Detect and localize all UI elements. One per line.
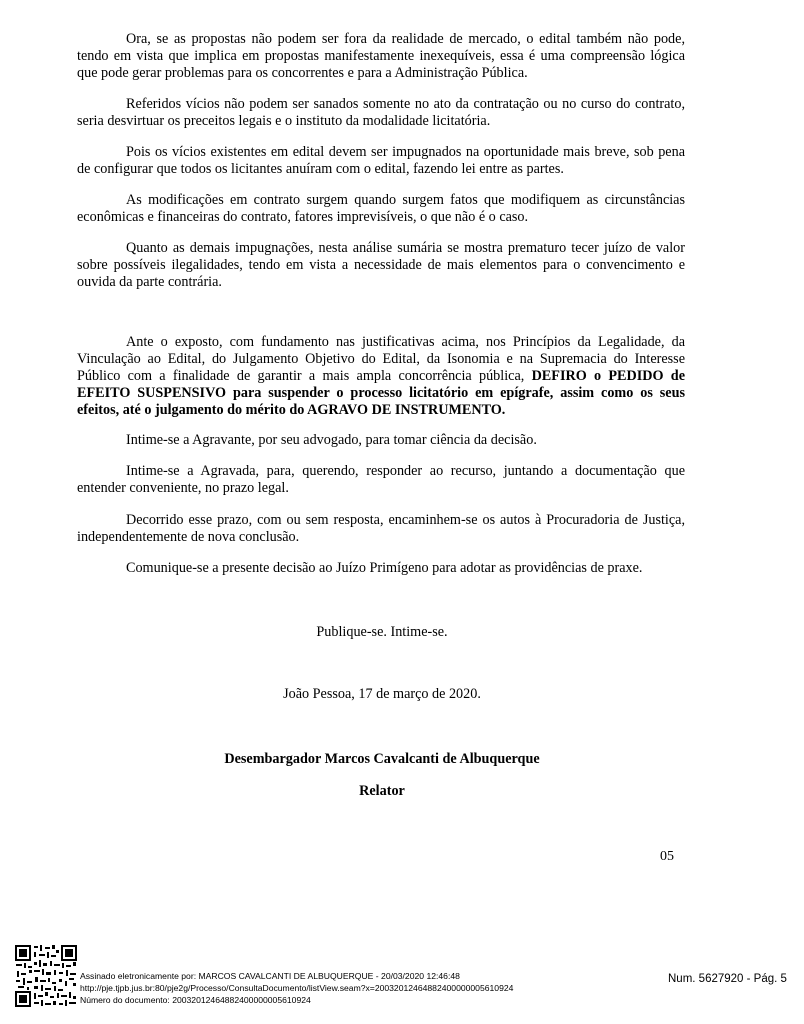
decision-intro: Ante o exposto, com fundamento nas justificativas acima, nos Princípios da Legalidade, da Vinculação ao Edital, do Julgamento Objetivo do Edital, da Isonomia e na Supremacia do Interesse Público com a finalidade de garantir a mais ampla concorrência pública, [77, 334, 685, 384]
document-url-line[interactable]: http://pje.tjpb.jus.br:80/pje2g/Processo/ConsultaDocumento/listView.seam?x=20032012464882400000005610924 [80, 983, 514, 993]
place-date: João Pessoa, 17 de março de 2020. [283, 686, 481, 702]
paragraph-3: Pois os vícios existentes em edital devem ser impugnados na oportunidade mais breve, sob pena de configurar que todos os licitantes anuíram com o edital, fazendo lei entre as partes. [77, 144, 685, 177]
order-4: Comunique-se a presente decisão ao Juízo Primígeno para adotar as providências de praxe. [126, 560, 643, 576]
paragraph-1: Ora, se as propostas não podem ser fora da realidade de mercado, o edital também não pode, tendo em vista que implica em propostas manifestamente inexequíveis, essa é uma compreensão lógica que pode gerar problemas para os concorrentes e para a Administração Pública. [77, 31, 685, 81]
paragraph-5: Quanto as demais impugnações, nesta análise sumária se mostra prematuro tecer juízo de valor sobre possíveis ilegalidades, tendo em vista a necessidade de mais elementos para o convencimento e ouvida da parte contrária. [77, 240, 685, 290]
num-page-label: Num. 5627920 - Pág. 5 [668, 973, 787, 985]
order-1: Intime-se a Agravante, por seu advogado, para tomar ciência da decisão. [126, 432, 537, 448]
signed-by-line: Assinado eletronicamente por: MARCOS CAVALCANTI DE ALBUQUERQUE - 20/03/2020 12:46:48 [80, 971, 460, 981]
signer-role: Relator [359, 783, 405, 799]
decision-ruling: DEFIRO o PEDIDO de EFEITO SUSPENSIVO para suspender o processo licitatório em epígrafe, assim como os seus efeitos, até o julgamento do mérito do AGRAVO DE INSTRUMENTO. [77, 368, 685, 418]
signer-name: Desembargador Marcos Cavalcanti de Albuquerque [224, 751, 540, 767]
page-number: 05 [660, 849, 674, 864]
signature-footer [80, 970, 513, 1006]
document-number-line: Número do documento: 20032012464882400000005610924 [80, 995, 311, 1005]
paragraph-4: As modificações em contrato surgem quando surgem fatos que modifiquem as circunstâncias econômicas e financeiras do contrato, fatores imprevisíveis, o que não é o caso. [77, 192, 685, 225]
publique-line: Publique-se. Intime-se. [316, 624, 448, 640]
qr-code-icon [14, 944, 78, 1008]
order-2: Intime-se a Agravada, para, querendo, responder ao recurso, juntando a documentação que entender conveniente, no prazo legal. [77, 463, 685, 496]
decision-paragraph [77, 334, 685, 419]
paragraph-2: Referidos vícios não podem ser sanados somente no ato da contratação ou no curso do contrato, seria desvirtuar os preceitos legais e o instituto da modalidade licitatória. [77, 96, 685, 129]
order-3: Decorrido esse prazo, com ou sem resposta, encaminhem-se os autos à Procuradoria de Justiça, independentemente de nova conclusão. [77, 512, 685, 545]
